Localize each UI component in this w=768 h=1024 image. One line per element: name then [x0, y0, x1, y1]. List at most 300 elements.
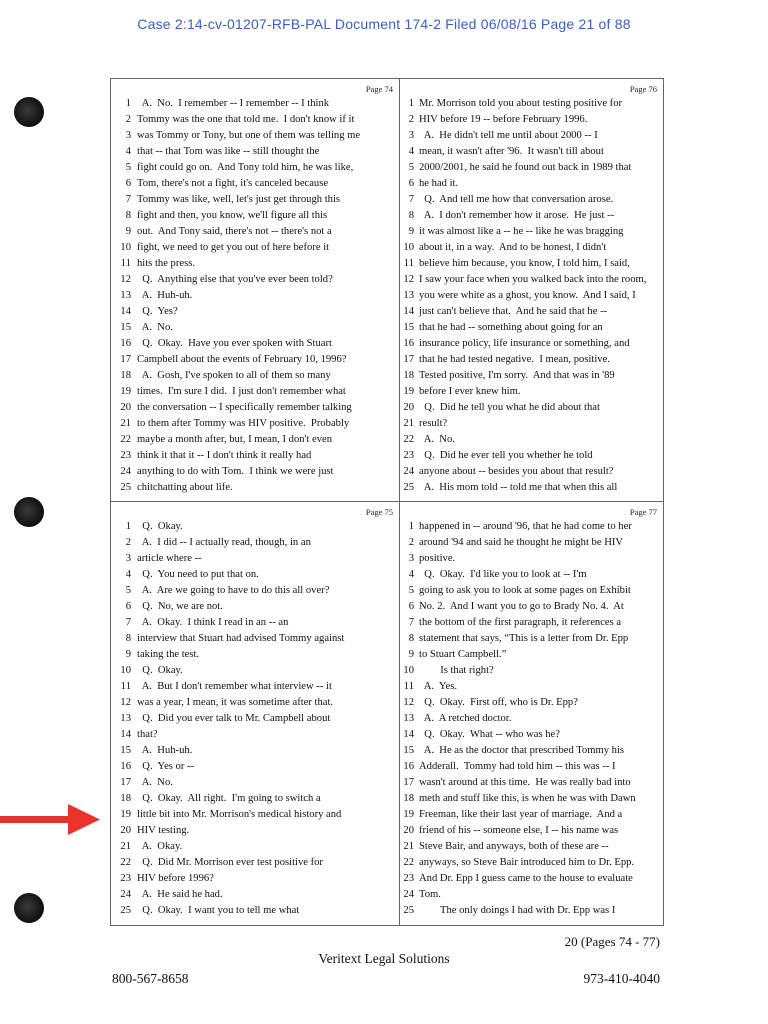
line-number: 21	[403, 418, 414, 429]
line-number: 8	[408, 633, 414, 644]
line-text: hits the press.	[137, 258, 195, 269]
line-number: 22	[403, 857, 414, 868]
transcript-line	[400, 432, 663, 448]
line-text: was a year, I mean, it was sometime after that.	[137, 697, 334, 708]
line-number: 4	[408, 569, 414, 580]
transcript-line	[400, 352, 663, 368]
line-number: 3	[125, 130, 131, 141]
line-text: A. But I don't remember what interview -- it	[137, 681, 332, 692]
line-number: 14	[403, 729, 414, 740]
transcript-line	[400, 535, 663, 551]
line-number: 24	[120, 889, 131, 900]
line-text: to them after Tommy was HIV positive. Probably	[137, 418, 350, 429]
transcript-line	[111, 887, 399, 903]
line-text: mean, it wasn't after '96. It wasn't till about	[419, 146, 604, 157]
line-number: 22	[403, 434, 414, 445]
transcript-line	[111, 416, 399, 432]
transcript-lines	[111, 96, 399, 496]
line-text: anyone about -- besides you about that result?	[419, 466, 614, 477]
transcript-line	[400, 304, 663, 320]
transcript-line	[400, 144, 663, 160]
line-number: 2	[125, 537, 131, 548]
line-text: A. He said he had.	[137, 889, 223, 900]
transcript-line	[111, 727, 399, 743]
line-number: 20	[120, 402, 131, 413]
transcript-lines	[400, 96, 663, 496]
transcript-line	[111, 807, 399, 823]
line-number: 2	[408, 114, 414, 125]
transcript-line	[111, 384, 399, 400]
transcript-line	[400, 224, 663, 240]
transcript-lines	[111, 519, 399, 919]
line-number: 3	[408, 130, 414, 141]
line-text: A. Are we going to have to do this all over?	[137, 585, 330, 596]
transcript-line	[111, 695, 399, 711]
transcript-line	[400, 759, 663, 775]
line-number: 5	[125, 162, 131, 173]
line-text: Tom, there's not a fight, it's canceled because	[137, 178, 329, 189]
line-text: Freeman, like their last year of marriage. And a	[419, 809, 623, 820]
line-number: 5	[408, 162, 414, 173]
line-number: 17	[403, 777, 414, 788]
transcript-line	[111, 448, 399, 464]
line-text: the bottom of the first paragraph, it references a	[419, 617, 622, 628]
line-text: Q. Did he ever tell you whether he told	[419, 450, 593, 461]
line-number: 17	[120, 777, 131, 788]
transcript-frame	[110, 78, 664, 926]
line-number: 8	[408, 210, 414, 221]
transcript-line	[111, 112, 399, 128]
line-number: 10	[403, 242, 414, 253]
arrow-head	[68, 804, 100, 835]
line-number: 13	[403, 713, 414, 724]
line-text: A. No.	[137, 777, 173, 788]
line-text: HIV before 19 -- before February 1996.	[419, 114, 588, 125]
page-label: Page 75	[365, 507, 393, 517]
transcript-line	[400, 775, 663, 791]
line-number: 11	[120, 258, 131, 269]
transcript-line	[400, 256, 663, 272]
line-text: you were white as a ghost, you know. And I said, I	[419, 290, 636, 301]
punch-hole-middle	[14, 497, 44, 527]
line-text: anything to do with Tom. I think we were just	[137, 466, 334, 477]
transcript-line	[400, 128, 663, 144]
line-text: Tom.	[419, 889, 441, 900]
line-number: 11	[120, 681, 131, 692]
line-text: A. Okay. I think I read in an -- an	[137, 617, 289, 628]
line-number: 19	[120, 809, 131, 820]
transcript-line	[111, 224, 399, 240]
line-number: 1	[125, 98, 131, 109]
line-number: 6	[125, 601, 131, 612]
line-number: 6	[125, 178, 131, 189]
transcript-line	[400, 480, 663, 496]
transcript-line	[400, 615, 663, 631]
transcript-line	[400, 695, 663, 711]
transcript-line	[111, 304, 399, 320]
transcript-line	[400, 599, 663, 615]
line-number: 5	[408, 585, 414, 596]
transcript-line	[111, 583, 399, 599]
line-number: 9	[408, 226, 414, 237]
page-77-panel	[400, 502, 663, 925]
transcript-line	[400, 839, 663, 855]
transcript-line	[111, 352, 399, 368]
line-number: 23	[403, 450, 414, 461]
line-number: 11	[403, 258, 414, 269]
line-text: going to ask you to look at some pages on Exhibit	[419, 585, 631, 596]
line-text: 2000/2001, he said he found out back in 1989 that	[419, 162, 632, 173]
line-text: meth and stuff like this, is when he was with Dawn	[419, 793, 636, 804]
line-number: 13	[120, 290, 131, 301]
transcript-line	[400, 448, 663, 464]
line-number: 16	[120, 761, 131, 772]
transcript-line	[111, 775, 399, 791]
transcript-line	[400, 272, 663, 288]
line-text: positive.	[419, 553, 456, 564]
line-number: 4	[125, 569, 131, 580]
transcript-line	[400, 871, 663, 887]
line-number: 2	[408, 537, 414, 548]
line-text: A. Yes.	[419, 681, 457, 692]
line-text: wasn't around at this time. He was really bad into	[419, 777, 631, 788]
transcript-line	[400, 288, 663, 304]
line-number: 8	[125, 633, 131, 644]
line-number: 8	[125, 210, 131, 221]
page-label: Page 77	[629, 507, 657, 517]
transcript-line	[111, 823, 399, 839]
transcript-line	[400, 807, 663, 823]
line-number: 6	[408, 178, 414, 189]
line-text: A. I don't remember how it arose. He just --	[419, 210, 615, 221]
pages-range: 20 (Pages 74 - 77)	[564, 934, 660, 949]
transcript-line	[111, 272, 399, 288]
line-text: fight, we need to get you out of here before it	[137, 242, 330, 253]
line-text: No. 2. And I want you to go to Brady No. 4. At	[419, 601, 624, 612]
line-number: 7	[125, 194, 131, 205]
line-text: article where --	[137, 553, 202, 564]
line-number: 21	[403, 841, 414, 852]
line-number: 4	[125, 146, 131, 157]
transcript-line	[111, 144, 399, 160]
transcript-lines	[400, 519, 663, 919]
line-text: A. His mom told -- told me that when this all	[419, 482, 618, 493]
transcript-line	[111, 567, 399, 583]
transcript-line	[111, 759, 399, 775]
transcript-line	[400, 176, 663, 192]
line-text: A. He didn't tell me until about 2000 -- I	[419, 130, 598, 141]
transcript-line	[400, 631, 663, 647]
line-text: Q. Anything else that you've ever been told?	[137, 274, 333, 285]
line-number: 7	[408, 194, 414, 205]
line-number: 7	[408, 617, 414, 628]
line-text: Q. Okay. What -- who was he?	[419, 729, 560, 740]
line-text: Q. Did Mr. Morrison ever test positive for	[137, 857, 323, 868]
transcript-line	[111, 176, 399, 192]
line-text: that -- that Tom was like -- still thought the	[137, 146, 320, 157]
line-number: 4	[408, 146, 414, 157]
case-header: Case 2:14-cv-01207-RFB-PAL Document 174-2 Filed 06/08/16 Page 21 of 88	[137, 16, 631, 32]
line-number: 16	[120, 338, 131, 349]
line-number: 12	[120, 274, 131, 285]
line-text: believe him because, you know, I told him, I said,	[419, 258, 630, 269]
line-text: A. Huh-uh.	[137, 290, 193, 301]
line-number: 14	[120, 306, 131, 317]
line-text: about it, in a way. And to be honest, I didn't	[419, 242, 607, 253]
line-text: anyways, so Steve Bair introduced him to Dr. Epp.	[419, 857, 635, 868]
line-text: Q. Okay. All right. I'm going to switch a	[137, 793, 321, 804]
line-number: 20	[120, 825, 131, 836]
line-number: 25	[120, 482, 131, 493]
line-number: 23	[120, 450, 131, 461]
page-76-panel	[400, 79, 663, 501]
arrow-shaft	[0, 816, 70, 823]
line-number: 3	[125, 553, 131, 564]
line-number: 14	[120, 729, 131, 740]
transcript-line	[400, 160, 663, 176]
line-text: statement that says, “This is a letter from Dr. Epp	[419, 633, 629, 644]
line-number: 15	[403, 322, 414, 333]
line-text: fight could go on. And Tony told him, he was like,	[137, 162, 354, 173]
transcript-line	[111, 192, 399, 208]
line-number: 20	[403, 825, 414, 836]
transcript-line	[111, 480, 399, 496]
line-text: I saw your face when you walked back into the room,	[419, 274, 647, 285]
line-number: 5	[125, 585, 131, 596]
line-text: A. I did -- I actually read, though, in an	[137, 537, 311, 548]
line-number: 13	[403, 290, 414, 301]
line-text: A. He as the doctor that prescribed Tommy his	[419, 745, 625, 756]
line-text: interview that Stuart had advised Tommy against	[137, 633, 345, 644]
line-number: 18	[120, 793, 131, 804]
transcript-line	[111, 647, 399, 663]
line-number: 19	[403, 386, 414, 397]
transcript-line	[400, 416, 663, 432]
transcript-line	[111, 96, 399, 112]
line-text: A. Gosh, I've spoken to all of them so many	[137, 370, 331, 381]
transcript-line	[111, 903, 399, 919]
transcript-line	[400, 567, 663, 583]
line-text: the conversation -- I specifically remember talking	[137, 402, 352, 413]
transcript-line	[111, 519, 399, 535]
transcript-line	[111, 160, 399, 176]
line-number: 1	[408, 521, 414, 532]
line-number: 13	[120, 713, 131, 724]
line-number: 22	[120, 434, 131, 445]
line-number: 14	[403, 306, 414, 317]
transcript-line	[111, 855, 399, 871]
line-text: happened in -- around '96, that he had come to her	[419, 521, 632, 532]
transcript-line	[111, 400, 399, 416]
line-number: 24	[120, 466, 131, 477]
line-number: 10	[120, 665, 131, 676]
line-number: 25	[403, 482, 414, 493]
line-text: And Dr. Epp I guess came to the house to evaluate	[419, 873, 633, 884]
line-number: 20	[403, 402, 414, 413]
line-number: 21	[120, 841, 131, 852]
line-number: 25	[120, 905, 131, 916]
line-text: Mr. Morrison told you about testing positive for	[419, 98, 623, 109]
page-label: Page 74	[365, 84, 393, 94]
phone-right: 973-410-4040	[583, 971, 660, 986]
line-number: 9	[408, 649, 414, 660]
transcript-line	[400, 96, 663, 112]
line-number: 3	[408, 553, 414, 564]
transcript-line	[111, 208, 399, 224]
transcript-line	[111, 128, 399, 144]
line-number: 12	[120, 697, 131, 708]
line-number: 16	[403, 338, 414, 349]
line-text: times. I'm sure I did. I just don't remember what	[137, 386, 346, 397]
line-text: that he had tested negative. I mean, positive.	[419, 354, 610, 365]
line-text: Q. Okay. I'd like you to look at -- I'm	[419, 569, 587, 580]
line-number: 15	[403, 745, 414, 756]
line-text: result?	[419, 418, 448, 429]
transcript-line	[111, 871, 399, 887]
page-74-panel	[111, 79, 399, 501]
line-text: Q. Yes?	[137, 306, 178, 317]
transcript-line	[111, 240, 399, 256]
line-text: Is that right?	[419, 665, 494, 676]
transcript-line	[400, 711, 663, 727]
line-text: Q. Okay.	[137, 665, 183, 676]
line-text: chitchatting about life.	[137, 482, 233, 493]
transcript-line	[400, 855, 663, 871]
line-number: 24	[403, 889, 414, 900]
line-text: Q. Okay. I want you to tell me what	[137, 905, 300, 916]
line-text: just can't believe that. And he said that he --	[419, 306, 608, 317]
transcript-line	[111, 679, 399, 695]
line-number: 18	[403, 793, 414, 804]
transcript-line	[400, 727, 663, 743]
punch-hole-top	[14, 97, 44, 127]
transcript-line	[400, 240, 663, 256]
transcript-line	[400, 679, 663, 695]
line-text: HIV testing.	[137, 825, 190, 836]
line-text: little bit into Mr. Morrison's medical history and	[137, 809, 342, 820]
transcript-line	[400, 384, 663, 400]
line-text: that?	[137, 729, 158, 740]
transcript-line	[111, 615, 399, 631]
line-number: 7	[125, 617, 131, 628]
line-number: 24	[403, 466, 414, 477]
line-number: 16	[403, 761, 414, 772]
line-number: 21	[120, 418, 131, 429]
transcript-line	[111, 432, 399, 448]
line-text: was Tommy or Tony, but one of them was telling me	[137, 130, 361, 141]
transcript-line	[400, 903, 663, 919]
transcript-line	[400, 208, 663, 224]
line-number: 1	[125, 521, 131, 532]
transcript-line	[111, 839, 399, 855]
line-number: 10	[120, 242, 131, 253]
transcript-line	[400, 192, 663, 208]
transcript-line	[111, 551, 399, 567]
line-text: A. No.	[137, 322, 173, 333]
line-number: 18	[403, 370, 414, 381]
line-number: 1	[408, 98, 414, 109]
transcript-line	[400, 400, 663, 416]
transcript-line	[111, 535, 399, 551]
line-text: Q. And tell me how that conversation arose.	[419, 194, 614, 205]
transcript-line	[111, 256, 399, 272]
transcript-line	[400, 336, 663, 352]
transcript-line	[111, 791, 399, 807]
line-text: Q. No, we are not.	[137, 601, 223, 612]
transcript-line	[400, 663, 663, 679]
line-text: Tested positive, I'm sorry. And that was in '89	[419, 370, 615, 381]
line-number: 12	[403, 274, 414, 285]
transcript-line	[111, 743, 399, 759]
transcript-line	[111, 464, 399, 480]
line-text: to Stuart Campbell.”	[419, 649, 507, 660]
line-number: 6	[408, 601, 414, 612]
line-number: 17	[403, 354, 414, 365]
line-number: 18	[120, 370, 131, 381]
line-text: out. And Tony said, there's not -- there's not a	[137, 226, 332, 237]
line-text: around '94 and said he thought he might be HIV	[419, 537, 624, 548]
line-text: Tommy was like, well, let's just get through this	[137, 194, 341, 205]
company-name: Veritext Legal Solutions	[318, 951, 450, 966]
transcript-line	[111, 711, 399, 727]
line-number: 9	[125, 649, 131, 660]
line-text: A. No. I remember -- I remember -- I think	[137, 98, 330, 109]
line-number: 9	[125, 226, 131, 237]
line-text: Adderall. Tommy had told him -- this was -- I	[419, 761, 616, 772]
line-text: A. No.	[419, 434, 455, 445]
red-arrow-icon	[0, 800, 100, 840]
transcript-line	[111, 336, 399, 352]
line-text: The only doings I had with Dr. Epp was I	[419, 905, 616, 916]
transcript-line	[400, 320, 663, 336]
line-text: insurance policy, life insurance or something, and	[419, 338, 630, 349]
line-text: Q. Did he tell you what he did about that	[419, 402, 600, 413]
line-text: Q. Did you ever talk to Mr. Campbell about	[137, 713, 331, 724]
line-text: Campbell about the events of February 10, 1996?	[137, 354, 347, 365]
line-number: 22	[120, 857, 131, 868]
line-text: Q. Okay. First off, who is Dr. Epp?	[419, 697, 578, 708]
line-text: A. A retched doctor.	[419, 713, 512, 724]
line-text: Q. Okay.	[137, 521, 183, 532]
line-text: HIV before 1996?	[137, 873, 214, 884]
line-number: 23	[120, 873, 131, 884]
line-number: 19	[120, 386, 131, 397]
line-text: Q. Okay. Have you ever spoken with Stuart	[137, 338, 332, 349]
line-text: A. Huh-uh.	[137, 745, 193, 756]
transcript-line	[400, 464, 663, 480]
line-text: think it that it -- I don't think it really had	[137, 450, 312, 461]
line-number: 10	[403, 665, 414, 676]
line-number: 15	[120, 745, 131, 756]
line-text: friend of his -- someone else, I -- his name was	[419, 825, 619, 836]
punch-hole-bottom	[14, 893, 44, 923]
transcript-line	[400, 368, 663, 384]
transcript-line	[400, 823, 663, 839]
line-number: 12	[403, 697, 414, 708]
line-number: 11	[403, 681, 414, 692]
transcript-line	[400, 551, 663, 567]
line-text: before I ever knew him.	[419, 386, 521, 397]
transcript-line	[111, 663, 399, 679]
line-text: Tommy was the one that told me. I don't know if it	[137, 114, 355, 125]
line-text: A. Okay.	[137, 841, 183, 852]
transcript-line	[400, 583, 663, 599]
line-number: 17	[120, 354, 131, 365]
transcript-line	[400, 112, 663, 128]
phone-left: 800-567-8658	[112, 971, 189, 986]
line-number: 15	[120, 322, 131, 333]
transcript-line	[111, 320, 399, 336]
